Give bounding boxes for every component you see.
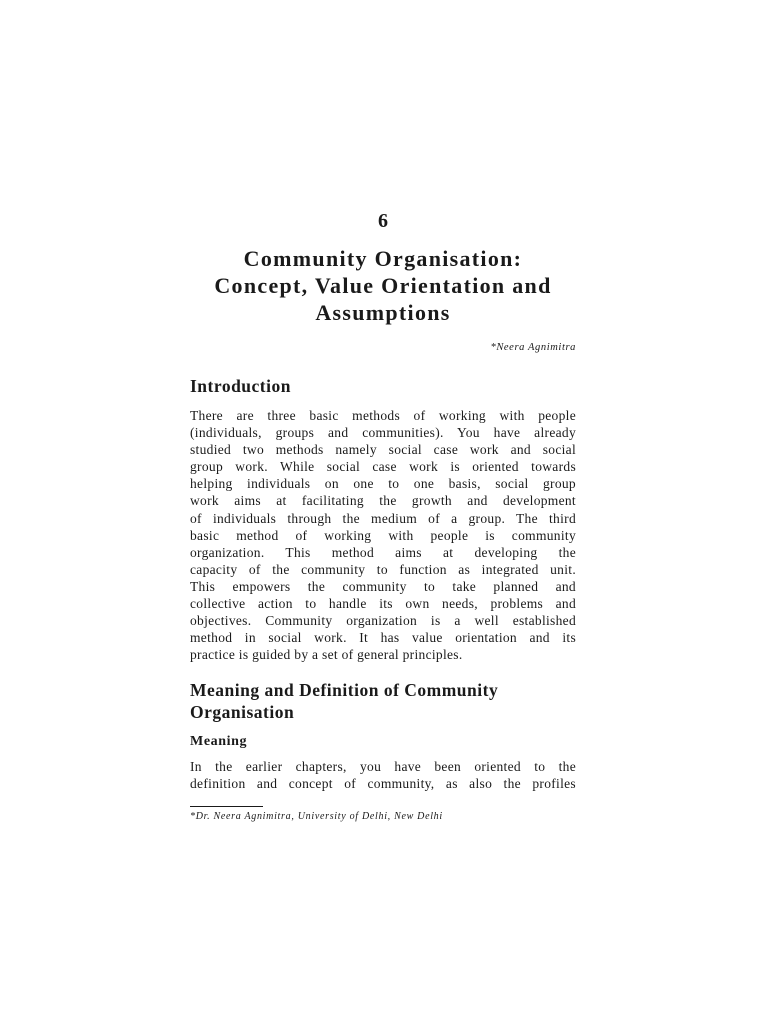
- text-line: of individuals through the medium of a group. The third: [190, 510, 576, 526]
- subheading-meaning: Meaning: [190, 734, 248, 749]
- heading-line: Meaning and Definition of Community: [190, 680, 499, 700]
- text-line: work aims at facilitating the growth and development: [190, 493, 576, 509]
- footnote: *Dr. Neera Agnimitra, University of Delhi, New Delhi: [190, 811, 443, 822]
- text-line: helping individuals on one to one basis, social group: [190, 476, 576, 492]
- text-line: In the earlier chapters, you have been oriented to the: [190, 759, 576, 774]
- chapter-title-line: Concept, Value Orientation and: [214, 273, 552, 298]
- heading-line: Organisation: [190, 702, 295, 722]
- section-heading-introduction: Introduction: [190, 376, 291, 396]
- text-line: collective action to handle its own needs, problems and: [190, 596, 576, 612]
- text-line: There are three basic methods of working with people: [190, 408, 576, 423]
- text-line: capacity of the community to function as integrated unit.: [190, 561, 576, 577]
- section-heading-meaning-definition: [190, 679, 498, 723]
- text-line: practice is guided by a set of general principles.: [190, 647, 463, 663]
- chapter-title-line: Community Organisation:: [243, 246, 523, 271]
- text-line: basic method of working with people is community: [190, 527, 576, 543]
- text-line: studied two methods namely social case work and social: [190, 442, 576, 458]
- introduction-paragraph: [190, 407, 576, 663]
- text-line: (individuals, groups and communities). You have already: [190, 425, 576, 441]
- chapter-title-line: Assumptions: [315, 300, 451, 325]
- meaning-paragraph: [190, 758, 576, 792]
- text-line: This empowers the community to take planned and: [190, 578, 576, 594]
- text-line: group work. While social case work is oriented towards: [190, 459, 576, 475]
- footnote-divider: [190, 806, 263, 807]
- author-credit: *Neera Agnimitra: [490, 342, 576, 353]
- text-line: objectives. Community organization is a well established: [190, 613, 576, 629]
- text-line: method in social work. It has value orientation and its: [190, 630, 576, 646]
- text-line: definition and concept of community, as also the profiles: [190, 776, 576, 792]
- text-line: organization. This method aims at developing the: [190, 544, 576, 560]
- chapter-number: 6: [378, 210, 388, 232]
- chapter-title: [190, 245, 576, 326]
